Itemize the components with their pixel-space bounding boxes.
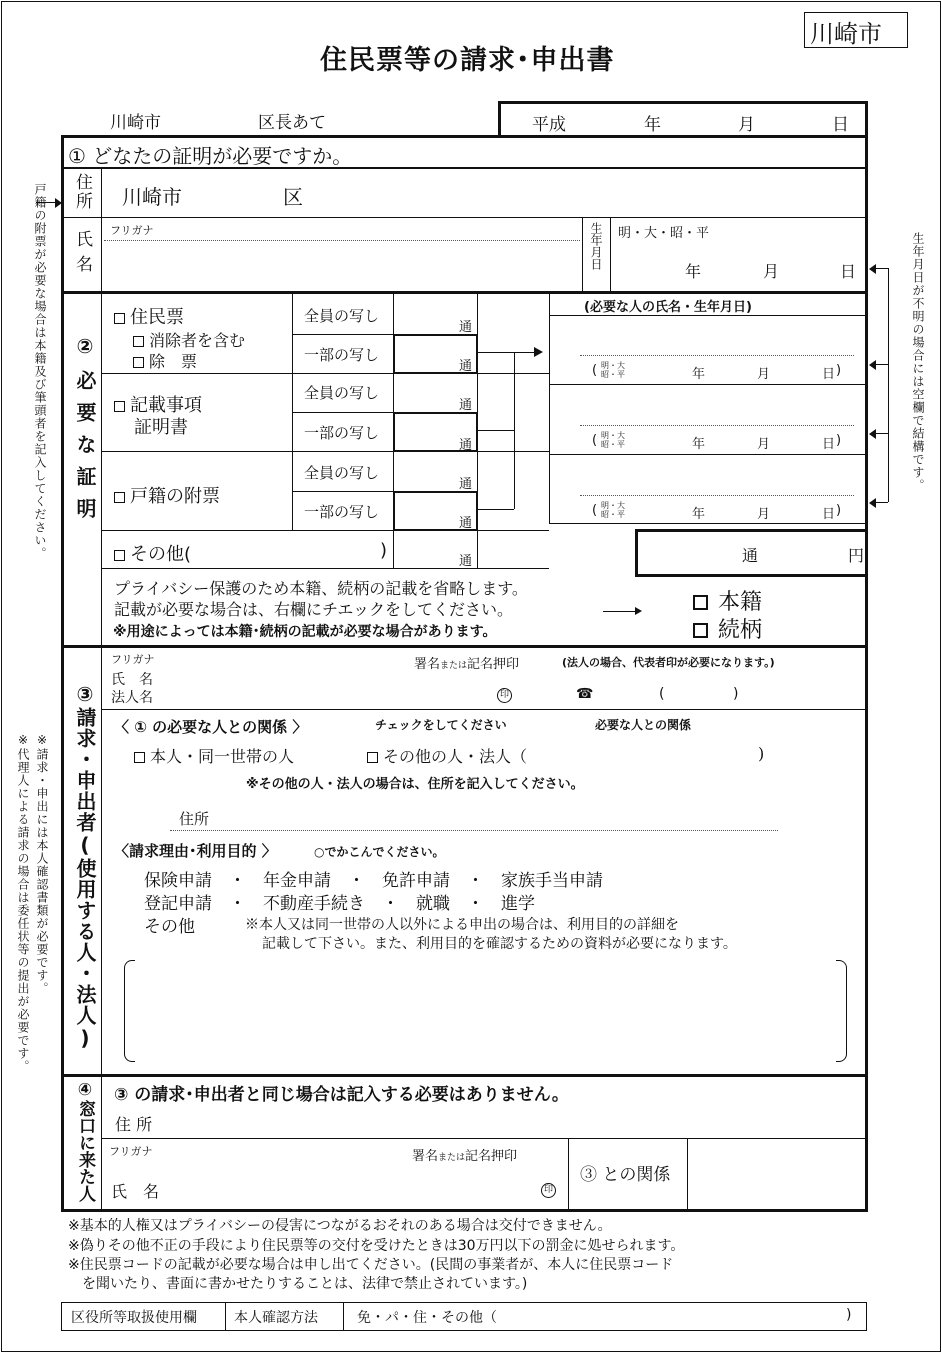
s4-name-label: 氏 名 — [111, 1182, 160, 1201]
p1-day: 日 — [822, 367, 836, 382]
item-other[interactable]: その他( — [114, 540, 191, 566]
copy-part-1: 一部の写し — [304, 346, 380, 364]
seal-mark: 印 — [497, 688, 512, 703]
date-day: 日 — [832, 115, 849, 135]
purpose-detail-input[interactable] — [136, 962, 834, 1058]
section4-heading: ③ の請求･申出者と同じ場合は記入する必要はありません。 — [114, 1085, 569, 1105]
purpose-heading: 〈請求理由･利用目的 〉 — [114, 842, 277, 860]
note-3: ※住民票コードの記載が必要な場合は申し出てください。(民間の事業者が、本人に住民票コード — [68, 1257, 674, 1273]
note-2: ※偽りその他不正の手段により住民票等の交付を受けたときは30万円以下の罰金に処せられます。 — [68, 1238, 685, 1254]
purpose-detail2: 記載して下さい。また、利用目的を確認するための資料が必要になります。 — [262, 936, 737, 952]
date-year: 年 — [644, 115, 661, 135]
p1-open: ( — [592, 363, 598, 378]
option-zokugara[interactable]: 続柄 — [693, 613, 762, 644]
item-fuhyo[interactable]: 戸籍の附票 — [114, 482, 220, 508]
note-koseki-fuhyo: 戸籍の附票が必要な場合は本籍及び筆頭者を記入してください。 — [33, 183, 47, 560]
privacy-line3: ※用途によっては本籍･続柄の記載が必要な場合があります。 — [113, 624, 497, 640]
total-unit: 通 — [742, 546, 759, 565]
copy-all-3: 全員の写し — [304, 464, 380, 482]
copy-all-2: 全員の写し — [304, 384, 380, 402]
opt-other[interactable]: その他の人・法人（ — [367, 744, 527, 767]
office-use-label: 区役所等取扱使用欄 — [71, 1310, 197, 1326]
s3-address-label: 住所 — [179, 810, 210, 828]
opt-other-close: ) — [758, 744, 765, 763]
copy-all-1: 全員の写し — [304, 307, 380, 325]
checkbox-other[interactable] — [114, 550, 125, 561]
p3-close: ) — [836, 503, 842, 518]
s3-sign: 署名または記名押印 — [414, 657, 520, 672]
unit-5: 通 — [459, 477, 473, 492]
addressee-city: 川崎市 — [110, 113, 161, 133]
checkbox-other-person[interactable] — [367, 752, 378, 763]
item-kisai-2: 証明書 — [134, 417, 188, 438]
total-yen: 円 — [848, 546, 865, 565]
id-options-close: ) — [846, 1307, 852, 1323]
p3-month: 月 — [757, 507, 771, 522]
unit-1: 通 — [459, 320, 473, 335]
unit-6: 通 — [459, 516, 473, 531]
s3-corp-note: (法人の場合、代表者印が必要になります。) — [562, 656, 775, 669]
unit-2: 通 — [459, 359, 473, 374]
option-honseki[interactable]: 本籍 — [693, 585, 762, 616]
checkbox-honseki[interactable] — [693, 595, 708, 610]
note-1: ※基本的人権又はプライバシーの侵害につながるおそれのある場合は交付できません。 — [68, 1218, 612, 1234]
needed-people-header: (必要な人の氏名・生年月日) — [584, 300, 752, 315]
date-month: 月 — [738, 115, 755, 135]
dob-day: 日 — [840, 262, 857, 281]
s4-relation: ③ との関係 — [580, 1165, 671, 1185]
city-badge-text: 川崎市 — [810, 20, 882, 48]
s3-furigana: フリガナ — [111, 653, 155, 666]
item-shojo[interactable]: 消除者を含む — [133, 328, 245, 351]
id-method-label: 本人確認方法 — [234, 1310, 318, 1326]
form-left-border — [61, 135, 64, 1212]
copy-part-3: 一部の写し — [304, 503, 380, 521]
p3-year: 年 — [692, 507, 706, 522]
checkbox-self[interactable] — [134, 752, 145, 763]
privacy-line2: 記載が必要な場合は、右欄にチエックをしてください。 — [114, 600, 514, 619]
item-other-close: ) — [380, 540, 388, 561]
purpose-row1: 保険申請 ・ 年金申請 ・ 免許申請 ・ 家族手当申請 — [144, 871, 603, 891]
purpose-bracket-left — [124, 960, 135, 1062]
note-proxy: ※代理人による請求の場合は委任状等の提出が必要です。 — [16, 733, 30, 1073]
p2-month: 月 — [757, 437, 771, 452]
page-title: 住民票等の請求･申出書 — [320, 45, 615, 76]
copy-part-2: 一部の写し — [304, 424, 380, 442]
s3-corp-label: 法人名 — [111, 690, 153, 706]
date-era: 平成 — [532, 115, 566, 135]
unit-7: 通 — [459, 554, 473, 569]
p1-eras: 明・大 昭・平 — [601, 361, 625, 379]
note-dob-unknown: 生年月日が不明の場合には空欄で結構です。 — [911, 232, 925, 492]
dob-month: 月 — [763, 262, 780, 281]
checkbox-shojo[interactable] — [133, 336, 144, 347]
s4-sign: 署名または記名押印 — [412, 1149, 518, 1164]
item-kisai[interactable]: 記載事項 — [114, 391, 202, 417]
s4-seal-mark: 印 — [541, 1183, 556, 1198]
address-ward: 区 — [283, 185, 303, 209]
p2-open: ( — [592, 433, 598, 448]
p1-year: 年 — [692, 367, 706, 382]
checkbox-fuhyo[interactable] — [114, 492, 125, 503]
id-options: 免・パ・住・その他（ — [357, 1310, 497, 1326]
s4-furigana: フリガナ — [109, 1145, 153, 1158]
section3-label: ③請求･申出者(使用する人・法人) — [73, 682, 97, 1051]
addressee-suffix: 区長あて — [258, 113, 326, 133]
section4-label: ④窓口に来た人 — [75, 1080, 95, 1202]
relation-check-note: チェックをしてください — [375, 718, 507, 732]
p1-close: ) — [836, 363, 842, 378]
opt-self[interactable]: 本人・同一世帯の人 — [134, 744, 294, 767]
unit-4: 通 — [459, 438, 473, 453]
privacy-line1: プライバシー保護のため本籍、続柄の記載を省略します。 — [114, 579, 528, 598]
phone-icon: ☎ — [576, 686, 594, 702]
p2-year: 年 — [692, 437, 706, 452]
address-label: 住所 — [72, 173, 92, 211]
p3-open: ( — [592, 503, 598, 518]
purpose-note: ○でかこんでください。 — [314, 845, 445, 859]
relation-heading: 〈 ① の必要な人との関係 〉 — [114, 718, 308, 736]
item-jyohyo[interactable]: 除 票 — [133, 349, 197, 372]
purpose-bracket-right — [836, 960, 847, 1062]
dob-year: 年 — [685, 262, 702, 281]
note-id-required: ※請求・申出には本人確認書類が必要です。 — [35, 733, 49, 995]
address-city: 川崎市 — [122, 185, 182, 209]
other-note: ※その他の人・法人の場合は、住所を記入してください。 — [246, 777, 584, 792]
form-right-border — [865, 101, 868, 1212]
section1-heading: ① どなたの証明が必要ですか。 — [68, 144, 353, 168]
s3-name-label: 氏 名 — [111, 672, 153, 688]
checkbox-kisai[interactable] — [114, 401, 125, 412]
phone-open: ( — [659, 686, 665, 702]
section2-label: ②必要な証明 — [73, 334, 97, 530]
note-4: を聞いたり、書面に書かせたりすることは、法律で禁止されています。) — [68, 1276, 528, 1292]
item-juminhyo[interactable]: 住民票 — [114, 303, 184, 329]
p3-eras: 明・大 昭・平 — [601, 501, 625, 519]
checkbox-zokugara[interactable] — [693, 623, 708, 638]
phone-close: ) — [733, 686, 739, 702]
relation-col: 必要な人との関係 — [595, 718, 692, 732]
p3-day: 日 — [822, 507, 836, 522]
p2-day: 日 — [822, 437, 836, 452]
checkbox-jyohyo[interactable] — [133, 357, 144, 368]
p1-month: 月 — [757, 367, 771, 382]
furigana-label: フリガナ — [110, 224, 154, 237]
s4-address-label: 住 所 — [115, 1115, 153, 1134]
dob-label: 生年月日 — [589, 222, 603, 270]
checkbox-juminhyo[interactable] — [114, 313, 125, 324]
purpose-detail1: ※本人又は同一世帯の人以外による申出の場合は、利用目的の詳細を — [245, 917, 679, 933]
purpose-other: その他 — [144, 917, 195, 937]
p2-eras: 明・大 昭・平 — [601, 431, 625, 449]
name-label: 氏名 — [72, 230, 92, 280]
purpose-row2: 登記申請 ・ 不動産手続き ・ 就職 ・ 進学 — [144, 894, 535, 914]
unit-3: 通 — [459, 398, 473, 413]
dob-eras: 明・大・昭・平 — [618, 226, 710, 241]
p2-close: ) — [836, 433, 842, 448]
